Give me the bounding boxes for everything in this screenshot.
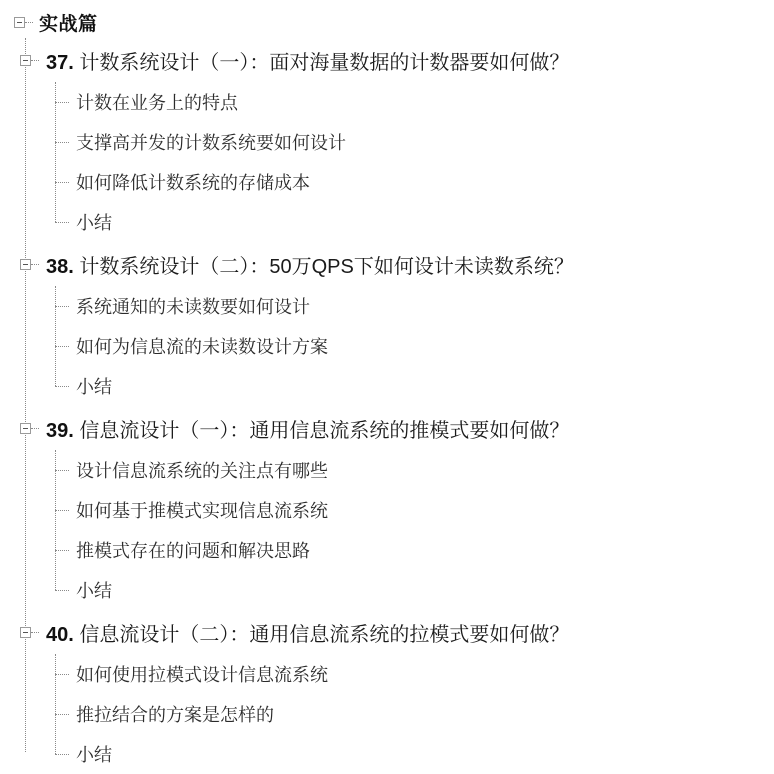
connector-line (55, 306, 69, 307)
chapter-connector (20, 259, 39, 270)
chapter-title: 信息流设计（二）：通用信息流系统的拉模式要如何做？ (79, 623, 570, 646)
chapter-title: 计数系统设计（一）：面对海量数据的计数器要如何做？ (79, 51, 570, 74)
list-item[interactable] (50, 366, 774, 406)
item-label: 系统通知的未读数要如何设计 (76, 297, 310, 317)
list-item[interactable] (50, 530, 774, 570)
connector-line (55, 222, 69, 223)
connector-line (55, 346, 69, 347)
list-item[interactable] (50, 326, 774, 366)
chapter-items (50, 286, 774, 406)
item-label: 推拉结合的方案是怎样的 (76, 705, 274, 725)
connector-line (55, 550, 69, 551)
connector-line (55, 754, 69, 755)
item-spine (55, 82, 56, 222)
root-label: 实战篇 (39, 13, 98, 35)
connector-line (55, 142, 69, 143)
item-spine (55, 450, 56, 590)
list-item[interactable] (50, 654, 774, 694)
chapter-number: 38. (46, 255, 74, 278)
connector-line (31, 428, 39, 429)
connector-line (25, 22, 33, 23)
connector-line (55, 674, 69, 675)
chapter-label (46, 414, 569, 443)
item-label: 计数在业务上的特点 (76, 93, 238, 113)
chapter-connector (20, 55, 39, 66)
collapse-toggle-icon[interactable] (20, 627, 31, 638)
item-label: 支撑高并发的计数系统要如何设计 (76, 133, 346, 153)
item-label: 如何降低计数系统的存储成本 (76, 173, 310, 193)
chapter-items (50, 654, 774, 774)
item-label: 小结 (76, 581, 112, 601)
item-label: 小结 (76, 213, 112, 233)
collapse-toggle-icon[interactable] (14, 17, 25, 28)
collapse-toggle-icon[interactable] (20, 423, 31, 434)
list-item[interactable] (50, 490, 774, 530)
chapter-row[interactable] (20, 406, 774, 450)
item-label: 小结 (76, 377, 112, 397)
connector-line (31, 60, 39, 61)
chapter-number: 37. (46, 51, 74, 74)
list-item[interactable] (50, 570, 774, 610)
collapse-toggle-icon[interactable] (20, 55, 31, 66)
chapter-title: 信息流设计（一）：通用信息流系统的推模式要如何做？ (79, 419, 570, 442)
item-label: 设计信息流系统的关注点有哪些 (76, 461, 328, 481)
item-spine (55, 286, 56, 386)
connector-line (55, 102, 69, 103)
chapter-group (20, 38, 774, 242)
chapter-label (46, 618, 569, 647)
list-item[interactable] (50, 450, 774, 490)
chapter-label (46, 46, 569, 75)
root-toggle-wrap (14, 17, 33, 28)
connector-line (55, 386, 69, 387)
chapter-items (50, 82, 774, 242)
connector-line (31, 264, 39, 265)
chapter-label (46, 250, 574, 279)
chapter-connector (20, 627, 39, 638)
connector-line (55, 182, 69, 183)
list-item[interactable] (50, 734, 774, 774)
chapter-groups (20, 38, 774, 774)
connector-line (55, 470, 69, 471)
connector-line (55, 714, 69, 715)
list-item[interactable] (50, 162, 774, 202)
list-item[interactable] (50, 202, 774, 242)
connector-line (55, 590, 69, 591)
chapter-title: 计数系统设计（二）：50万QPS下如何设计未读数系统？ (79, 255, 574, 278)
item-label: 如何为信息流的未读数设计方案 (76, 337, 328, 357)
connector-line (55, 510, 69, 511)
collapse-toggle-icon[interactable] (20, 259, 31, 270)
chapter-group (20, 242, 774, 406)
chapter-number: 40. (46, 623, 74, 646)
list-item[interactable] (50, 286, 774, 326)
tree-root-row[interactable] (0, 6, 774, 38)
item-label: 如何使用拉模式设计信息流系统 (76, 665, 328, 685)
chapter-row[interactable] (20, 242, 774, 286)
chapter-row[interactable] (20, 610, 774, 654)
list-item[interactable] (50, 694, 774, 734)
chapter-items (50, 450, 774, 610)
chapter-group (20, 610, 774, 774)
connector-line (31, 632, 39, 633)
list-item[interactable] (50, 82, 774, 122)
list-item[interactable] (50, 122, 774, 162)
chapter-row[interactable] (20, 38, 774, 82)
chapter-connector (20, 423, 39, 434)
chapter-group (20, 406, 774, 610)
item-label: 如何基于推模式实现信息流系统 (76, 501, 328, 521)
item-label: 小结 (76, 745, 112, 765)
item-spine (55, 654, 56, 754)
item-label: 推模式存在的问题和解决思路 (76, 541, 310, 561)
chapter-number: 39. (46, 419, 74, 442)
